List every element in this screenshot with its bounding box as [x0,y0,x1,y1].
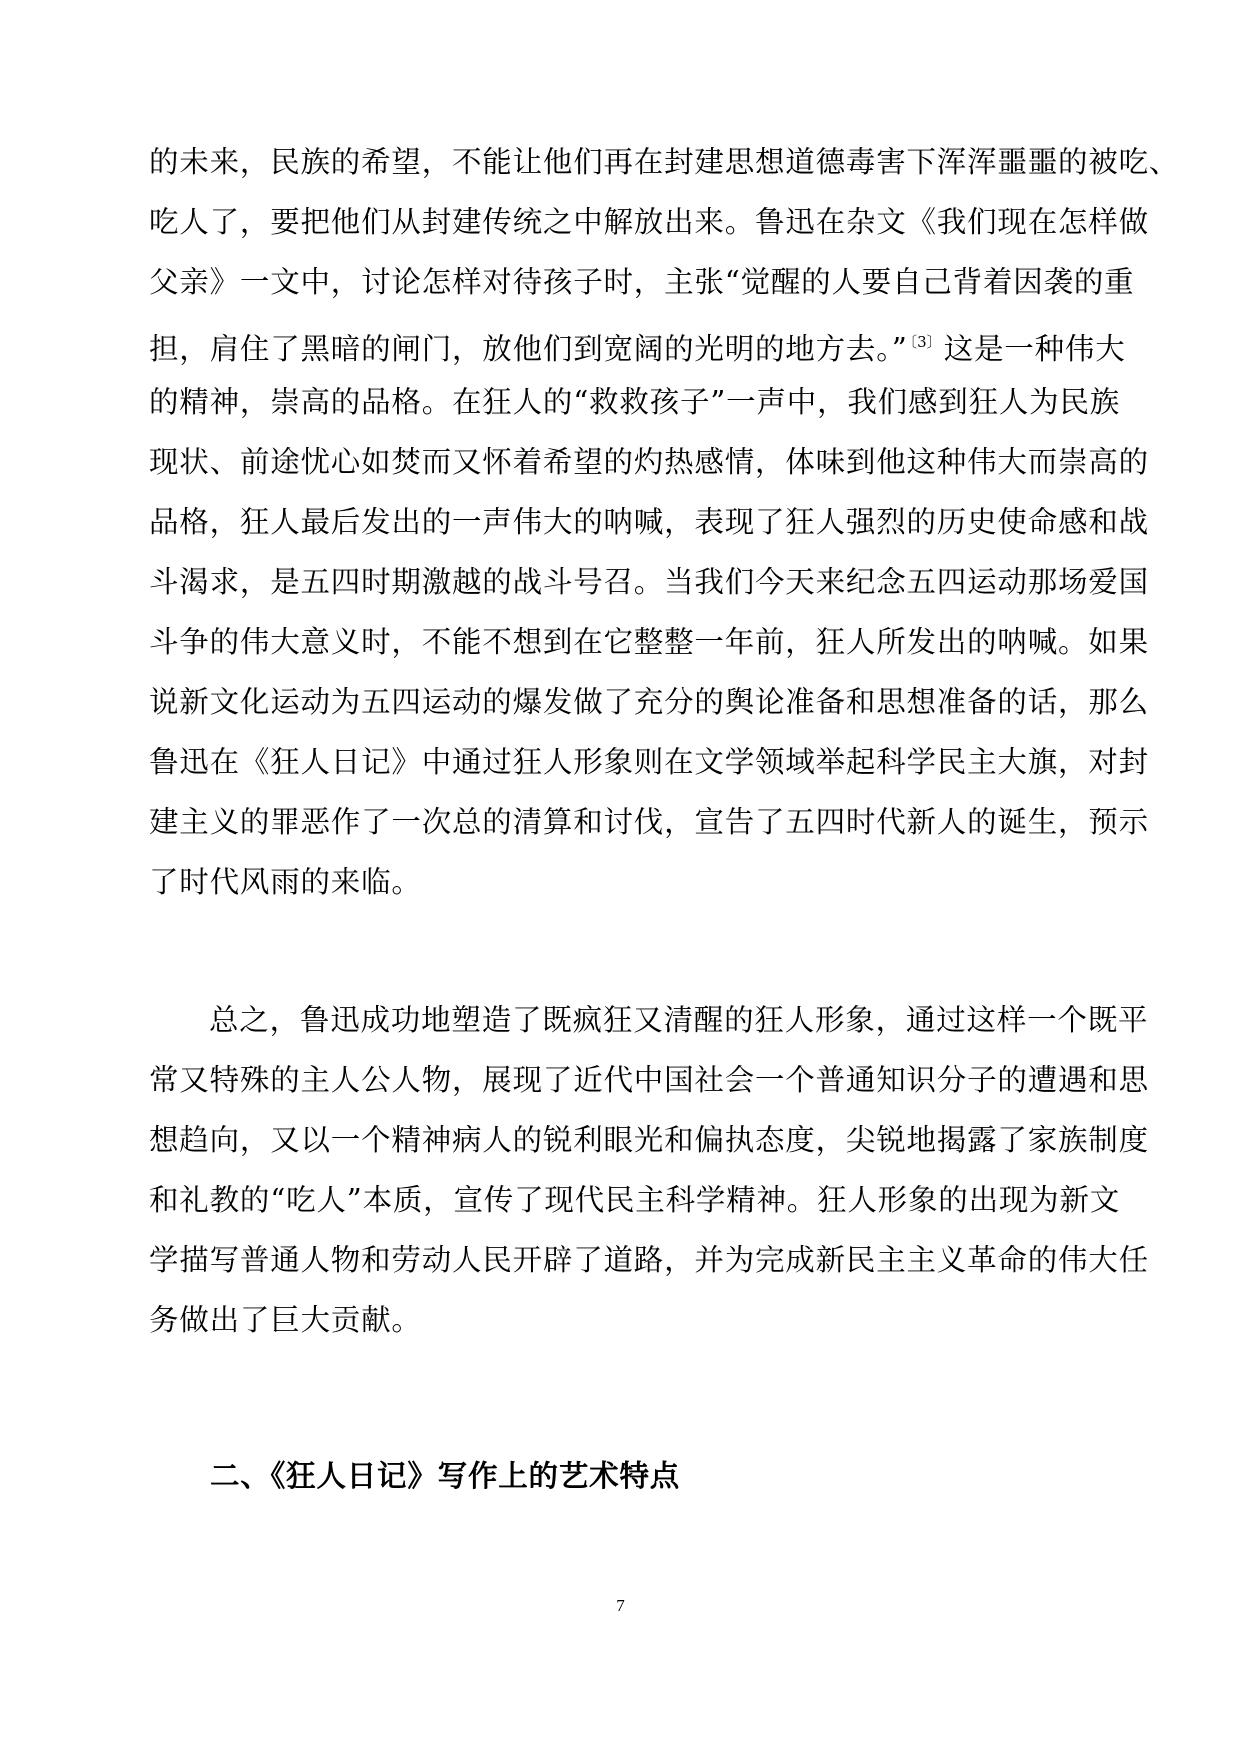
line-text: 说新文化运动为五四运动的爆发做了充分的舆论准备和思想准备的话，那么 [149,685,1149,719]
paragraph-line [149,502,1149,542]
line-text: 的未来，民族的希望，不能让他们再在封建思想道德毒害下浑浑噩噩的被吃、 [149,145,1180,179]
citation-marker: 〔3〕 [909,333,942,351]
line-text: 总之，鲁迅成功地塑造了既疯狂又清醒的狂人形象，通过这样一个既平 [209,1003,1149,1037]
paragraph-line [149,1120,1149,1160]
paragraph-line [149,1180,1121,1220]
line-text: 现状、前途忧心如焚而又怀着希望的灼热感情，体味到他这种伟大而崇高的 [149,445,1149,479]
line-text: 这是一种伟大 [943,332,1126,366]
paragraph-line [149,322,1126,369]
paragraph-line [149,562,1149,602]
line-text: 务做出了巨大贡献。 [149,1303,422,1337]
line-text: 常又特殊的主人公人物，展现了近代中国社会一个普通知识分子的遭遇和思 [149,1063,1149,1097]
paragraph-line [149,682,1149,722]
paragraph-line [149,142,1180,182]
paragraph-line [149,742,1149,782]
paragraph-line [149,622,1149,662]
paragraph-line [209,1000,1169,1040]
page-number: 7 [616,1596,625,1615]
paragraph-line [149,802,1149,842]
line-text: 父亲》一文中，讨论怎样对待孩子时，主张“觉醒的人要自己背着因袭的重 [149,265,1135,299]
paragraph-line [149,382,1121,422]
line-text: 想趋向，又以一个精神病人的锐利眼光和偏执态度，尖锐地揭露了家族制度 [149,1123,1149,1157]
line-text: 鲁迅在《狂人日记》中通过狂人形象则在文学领域举起科学民主大旗，对封 [149,745,1149,779]
paragraph-line [149,1240,1149,1280]
line-text: 担，肩住了黑暗的闸门，放他们到宽阔的光明的地方去。” [149,332,908,366]
paragraph-line [149,202,1149,242]
line-text: 斗争的伟大意义时，不能不想到在它整整一年前，狂人所发出的呐喊。如果 [149,625,1149,659]
line-text: 吃人了，要把他们从封建传统之中解放出来。鲁迅在杂文《我们现在怎样做 [149,205,1149,239]
paragraph-line [149,1060,1149,1100]
line-text: 品格，狂人最后发出的一声伟大的呐喊，表现了狂人强烈的历史使命感和战 [149,505,1149,539]
paragraph-line [149,862,1109,902]
line-text: 斗渴求，是五四时期激越的战斗号召。当我们今天来纪念五四运动那场爱国 [149,565,1149,599]
paragraph-line [149,442,1149,482]
line-text: 了时代风雨的来临。 [149,865,422,899]
paragraph-line [149,262,1135,302]
line-text: 的精神，崇高的品格。在狂人的“救救孩子”一声中，我们感到狂人为民族 [149,385,1121,419]
paragraph-line [149,1300,1109,1340]
line-text: 学描写普通人物和劳动人民开辟了道路，并为完成新民主主义革命的伟大任 [149,1243,1149,1277]
section-heading: 二、《狂人日记》写作上的艺术特点 [210,1458,681,1493]
line-text: 建主义的罪恶作了一次总的清算和讨伐，宣告了五四时代新人的诞生，预示 [149,805,1149,839]
line-text: 和礼教的“吃人”本质，宣传了现代民主科学精神。狂人形象的出现为新文 [149,1183,1121,1217]
